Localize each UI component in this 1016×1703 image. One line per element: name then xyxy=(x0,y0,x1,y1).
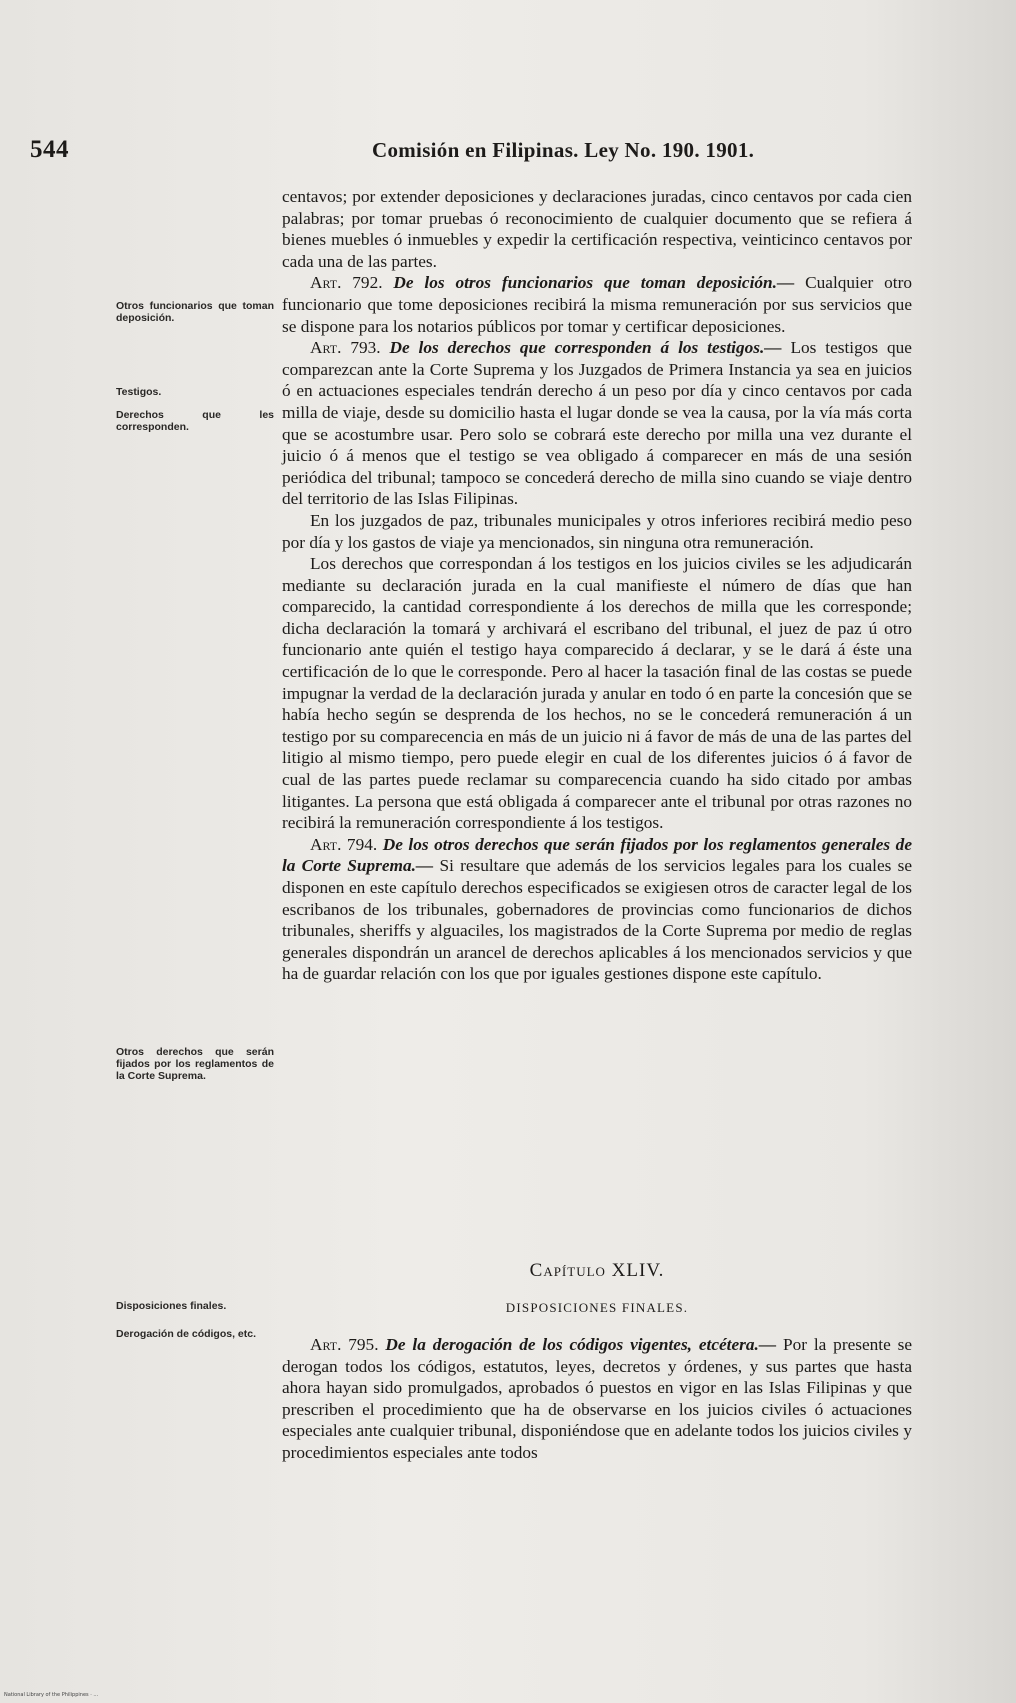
chapter-subtitle: DISPOSICIONES FINALES. xyxy=(505,1300,689,1315)
article-792 xyxy=(282,272,912,337)
margin-note-disposiciones: Disposiciones finales. xyxy=(116,1300,227,1312)
article-793-number: Art. 793. xyxy=(310,338,381,358)
article-795-number: Art. 795. xyxy=(310,1335,379,1354)
article-792-text: Cualquier otro funcionario que tome deposiciones recibirá la misma remuneración por sus servicios que se dispone para los notarios públicos por tomar y certificar deposiciones. xyxy=(282,273,912,336)
article-794-title: De los otros derechos que serán fijados por los reglamentos generales de la Corte Suprema.— xyxy=(282,834,912,876)
article-794 xyxy=(282,834,912,985)
article-794-number: Art. 794. xyxy=(310,834,378,854)
main-text-block xyxy=(282,186,912,985)
chapter-heading xyxy=(282,1260,912,1316)
article-793-text: Los testigos que comparezcan ante la Corte Suprema y los Juzgados de Primera Instancia ya sea en juicios ó en actuaciones especiales tendrán derecho á un peso por día y cinco centavos por cada milla de viaje, desde su domicilio hasta el lugar donde se vea la causa, por la vía más corta que se acostumbre usar. Pero solo se cobrará este derecho por milla una vez durante el juicio ó á menos que el testigo se vea obligado á comparecer en más de una sesión periódica del tribunal; tampoco se concederá derecho de milla sino cuando se viaje dentro del territorio de las Islas Filipinas. xyxy=(282,338,912,509)
article-794-text: Si resultare que además de los servicios legales para los cuales se disponen en este capítulo derechos especificados se exigiesen otros de caracter legal de los escribanos de los tribunales, gobernadores de provincias como funcionarios de dichos tribunales, sheriffs y alguaciles, los magistrados de la Corte Suprema por medio de reglas generales dispondrán un arancel de derechos aplicables á los mencionados servicios y que ha de guardar relación con los que por iguales gestiones dispone este capítulo. xyxy=(282,856,913,984)
article-795 xyxy=(282,1334,912,1464)
margin-note-otros-funcionarios: Otros funcionarios que toman deposición. xyxy=(116,300,274,324)
paragraph-juzgados-de-paz: En los juzgados de paz, tribunales municipales y otros inferiores recibirá medio peso por día y los gastos de viaje ya mencionados, sin ninguna otra remuneración. xyxy=(282,510,912,552)
article-795-title: De la derogación de los códigos vigentes, etcétera.— xyxy=(385,1335,777,1354)
article-792-number: Art. 792. xyxy=(310,273,383,293)
final-text-block xyxy=(282,1334,912,1464)
paragraph-continuation: centavos; por extender deposiciones y declaraciones juradas, cinco centavos por cada cien palabras; por tomar pruebas ó reconocimiento de cualquier documento que se refiera á bienes muebles ó inmuebles y expedir la certificación respectiva, veinticinco centavos por cada una de las partes. xyxy=(282,187,912,271)
article-792-title: De los otros funcionarios que toman deposición.— xyxy=(393,273,795,293)
scan-footer: National Library of the Philippines · ... xyxy=(4,1692,99,1698)
margin-note-derechos: Derechos que les corresponden. xyxy=(116,409,274,433)
running-title: Comisión en Filipinas. Ley No. 190. 1901. xyxy=(372,138,755,162)
margin-note-otros-derechos: Otros derechos que serán fijados por los reglamentos de la Corte Suprema. xyxy=(116,1046,274,1082)
chapter-title: Capítulo XLIV. xyxy=(529,1260,665,1281)
article-793-title: De los derechos que corresponden á los testigos.— xyxy=(389,338,782,358)
paragraph-derechos-testigos: Los derechos que correspondan á los testigos en los juicios civiles se les adjudicarán mediante su declaración jurada en la cual manifieste el número de días que han comparecido, la cantidad correspondiente á los derechos de milla que les corresponde; dicha declaración la tomará y archivará el escribano del tribunal, el juez de paz ú otro funcionario ante quién el testigo haya comparecido á declarar, y se le dará á éste una certificación de lo que le corresponde. Pero al hacer la tasación final de las costas se puede impugnar la verdad de la declaración jurada y anular en todo ó en parte la concesión que se había hecho según se desprenda de los hechos, no se le concederá remuneración á un testigo por su comparecencia en más de un juicio ni á favor de más de una de las partes del litigio al mismo tiempo, pero puede elegir en cual de los diferentes juicios ó á favor de cual de las partes puede reclamar su comparecencia cuando ha sido citado por ambas litigantes. La persona que está obligada á comparecer ante el tribunal por otras razones no recibirá la remuneración correspondiente á los testigos. xyxy=(282,554,913,833)
page-number: 544 xyxy=(30,136,69,163)
page-header xyxy=(0,136,1016,170)
margin-note-testigos: Testigos. xyxy=(116,386,162,398)
margin-note-derogacion: Derogación de códigos, etc. xyxy=(116,1328,257,1340)
article-793 xyxy=(282,337,912,510)
article-795-text: Por la presente se derogan todos los códigos, estatutos, leyes, decretos y órdenes, y sus partes que hasta ahora hayan sido promulgados, aprobados ó puestos en vigor en las Islas Filipinas y que prescriben el procedimiento que ha de observarse en los juicios civiles ó actuaciones especiales ante cualquier tribunal, disponiéndose que en adelante todos los juicios civiles y procedimientos especiales ante todos xyxy=(282,1335,913,1462)
